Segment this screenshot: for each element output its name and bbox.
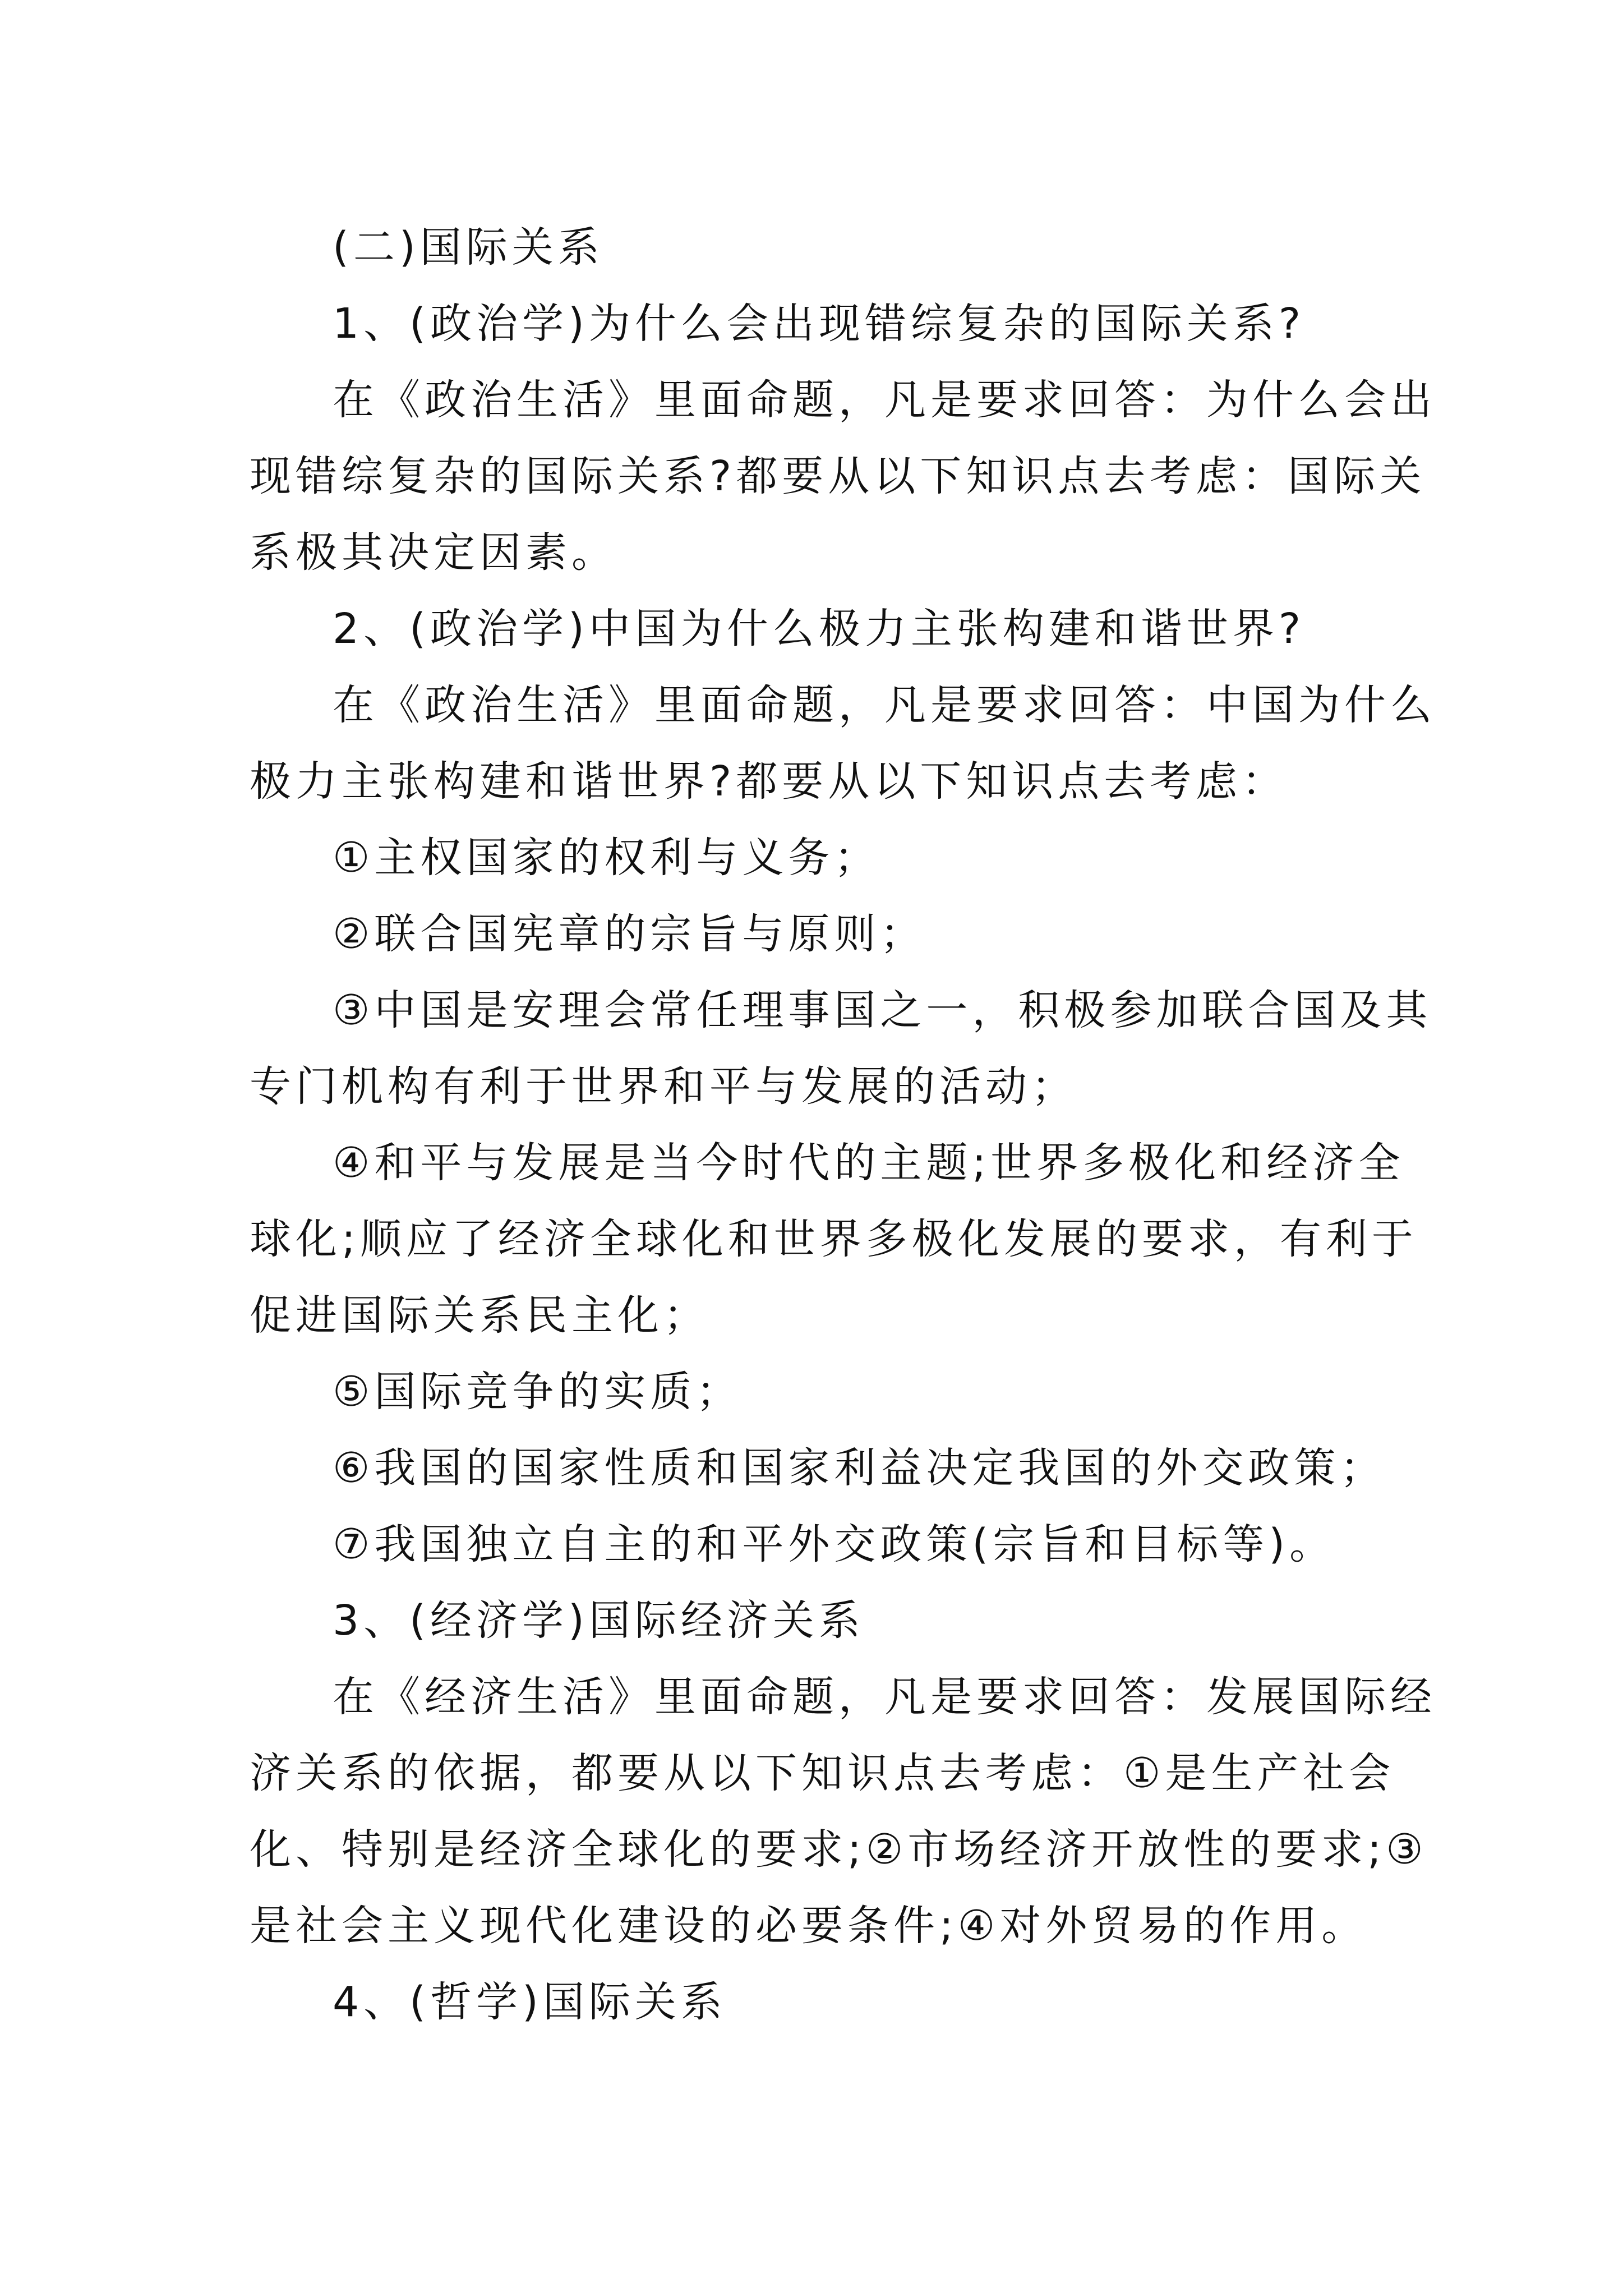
- question-3-body-line: 化、特别是经济全球化的要求;②市场经济开放性的要求;③: [250, 1825, 1428, 1874]
- point-6: ⑥我国的国家性质和国家利益决定我国的外交政策；: [333, 1444, 1386, 1492]
- point-3-line: ③中国是安理会常任理事国之一，积极参加联合国及其: [333, 986, 1432, 1034]
- point-4-line: 促进国际关系民主化；: [250, 1291, 709, 1340]
- question-4-heading: 4、(哲学)国际关系: [333, 1978, 727, 2026]
- point-2: ②联合国宪章的宗旨与原则；: [333, 910, 926, 958]
- question-3-body-line: 是社会主义现代化建设的必要条件;④对外贸易的作用。: [250, 1902, 1368, 1950]
- question-3-heading: 3、(经济学)国际经济关系: [333, 1596, 865, 1645]
- document-body: [250, 209, 1436, 2040]
- question-3-body-line: 在《经济生活》里面命题，凡是要求回答：发展国际经: [333, 1673, 1436, 1721]
- point-1: ①主权国家的权利与义务；: [333, 834, 880, 882]
- question-1-heading: 1、(政治学)为什么会出现错综复杂的国际关系?: [333, 300, 1306, 348]
- question-1-body-line: 在《政治生活》里面命题，凡是要求回答：为什么会出: [333, 376, 1436, 424]
- question-3-body-line: 济关系的依据，都要从以下知识点去考虑：①是生产社会: [250, 1749, 1395, 1797]
- point-5: ⑤国际竞争的实质；: [333, 1368, 743, 1416]
- question-2-body-line: 在《政治生活》里面命题，凡是要求回答：中国为什么: [333, 681, 1436, 729]
- section-title: (二)国际关系: [333, 223, 604, 272]
- point-3-line: 专门机构有利于世界和平与发展的活动；: [250, 1062, 1077, 1111]
- point-4-line: ④和平与发展是当今时代的主题;世界多极化和经济全: [333, 1139, 1405, 1187]
- question-2-heading: 2、(政治学)中国为什么极力主张构建和谐世界?: [333, 605, 1306, 653]
- point-4-line: 球化;顺应了经济全球化和世界多极化发展的要求，有利于: [250, 1215, 1418, 1263]
- point-7: ⑦我国独立自主的和平外交政策(宗旨和目标等)。: [333, 1520, 1336, 1568]
- question-1-body-line: 系极其决定因素。: [250, 528, 617, 577]
- question-2-body-line: 极力主张构建和谐世界?都要从以下知识点去考虑：: [250, 757, 1288, 806]
- question-1-body-line: 现错综复杂的国际关系?都要从以下知识点去考虑：国际关: [250, 452, 1426, 500]
